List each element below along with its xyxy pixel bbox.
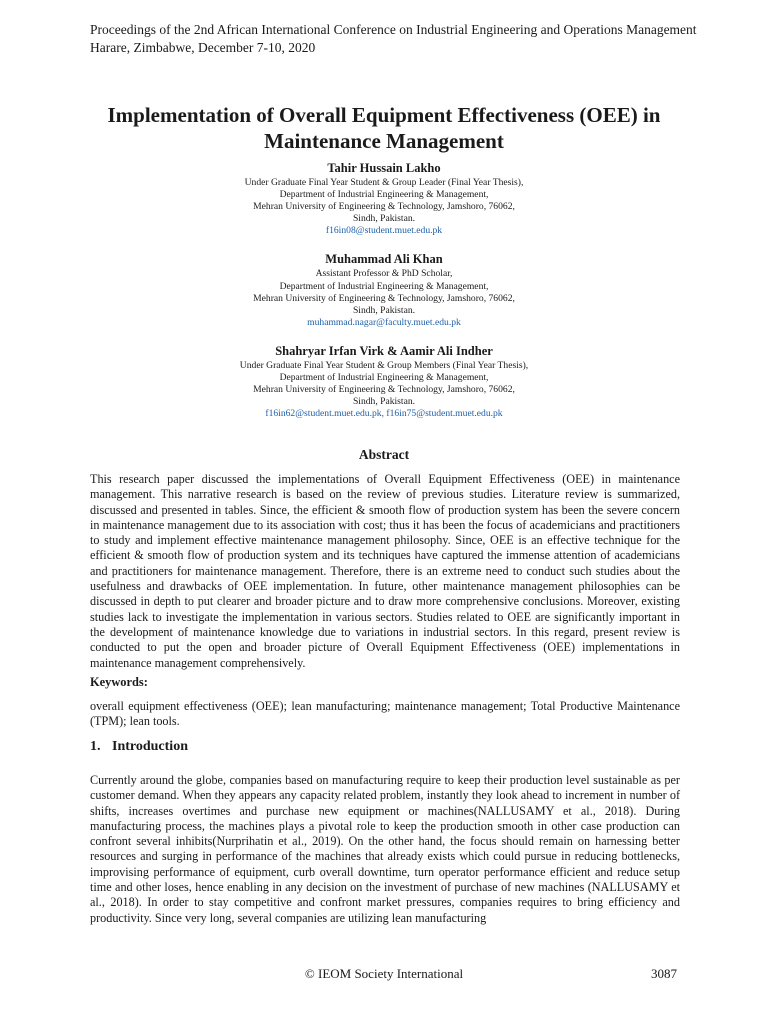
- author-email-link[interactable]: f16in08@student.muet.edu.pk: [325, 225, 443, 237]
- author-block: [0, 160, 768, 237]
- conference-header: [90, 21, 697, 57]
- affiliation-line: Assistant Professor & PhD Scholar,: [315, 268, 453, 280]
- copyright-notice: © IEOM Society International: [304, 966, 464, 981]
- affiliation-line: Department of Industrial Engineering & Management,: [279, 189, 489, 201]
- section-title: Introduction: [112, 739, 188, 754]
- introduction-heading: [90, 739, 188, 755]
- paper-title: [40, 102, 728, 154]
- keywords-text: overall equipment effectiveness (OEE); lean manufacturing; maintenance management; Total Productive Maintenance (TPM); lean tools.: [90, 699, 680, 729]
- affiliation-line: Sindh, Pakistan.: [352, 213, 416, 225]
- author-name: Tahir Hussain Lakho: [327, 161, 441, 175]
- affiliation-line: Sindh, Pakistan.: [352, 396, 416, 408]
- paper-title-line-2: Maintenance Management: [264, 129, 504, 153]
- author-list: [0, 160, 768, 434]
- introduction-text: Currently around the globe, companies based on manufacturing require to keep their production level sustainable as per customer demand. When they appears any capacity related problem, instantly they look ahead to increment in number of shifts, increases overtimes and purchase new equipment or machines(NALLUSAMY et al., 2018). During manufacturing process, the machines plays a pivotal role to keep the production smooth in other case production can confront several inhibits(Nurprihatin et al., 2019). On the other hand, the focus should remain on harnessing better resources and surging in performance of the machines that already exists which could pursue in reducing bottlenecks, improvising performance of equipment, curb overall downtime, turn operator performance efficient and reduce setup time and other loses, hence enabling in any decision on the investment of purchase of new machines (NALLUSAMY et al., 2018). In order to stay competitive and confront market pressures, companies requires to bring efficiency and productivity. Since very long, several companies are utilizing lean manufacturing: [90, 773, 680, 925]
- author-name: Muhammad Ali Khan: [325, 252, 443, 267]
- conference-name: Proceedings of the 2nd African International Conference on Industrial Engineering and Operations Management: [90, 22, 697, 37]
- paper-title-line-1: Implementation of Overall Equipment Effectiveness (OEE) in: [107, 103, 661, 127]
- section-number: 1.: [90, 739, 101, 754]
- affiliation-line: Department of Industrial Engineering & Management,: [279, 280, 489, 292]
- abstract-text: This research paper discussed the implementations of Overall Equipment Effectiveness (OEE) in maintenance management. This narrative research is based on the review of previous studies. Literature review is summarized, discussed and presented in tables. Since, the efficient & smooth flow of production system has been the severe concern in maintenance management due to its association with cost; thus it has been the focus of academicians and practitioners to study and implement effective maintenance management philosophy. Since, OEE is an effective technique for the efficient & smooth flow of production system and its techniques have captured the immense attention of academicians and practitioners for maintenance management. Therefore, there is an extreme need to conduct such studies about the usefulness and drawbacks of OEE implementation. In future, other maintenance management philosophies can be discussed in depth to put clearer and broader picture and to draw more comprehensive conclusions. Moreover, existing studies lack to investigate the implementation in various sectors. Studies related to OEE are significantly important in the development of maintenance knowledge due to variations in industrial sectors. In this regard, present review is conducted to put the open and broader picture of Overall Equipment Effectiveness (OEE) implementations in maintenance management comprehensively.: [90, 472, 680, 670]
- affiliation-line: Sindh, Pakistan.: [352, 304, 416, 316]
- author-email-link[interactable]: muhammad.nagar@faculty.muet.edu.pk: [307, 316, 461, 328]
- keywords-heading: Keywords:: [90, 675, 148, 689]
- author-email-link[interactable]: f16in62@student.muet.edu.pk, f16in75@student.muet.edu.pk: [265, 408, 503, 420]
- abstract-heading: Abstract: [358, 447, 410, 462]
- author-block: [0, 343, 768, 420]
- affiliation-line: Under Graduate Final Year Student & Group Leader (Final Year Thesis),: [244, 177, 524, 188]
- author-name: Shahryar Irfan Virk & Aamir Ali Indher: [275, 343, 493, 358]
- affiliation-line: Mehran University of Engineering & Technology, Jamshoro, 76062,: [253, 201, 515, 213]
- page-number: 3087: [651, 966, 677, 981]
- affiliation-line: Department of Industrial Engineering & Management,: [279, 372, 489, 384]
- author-block: [0, 251, 768, 328]
- conference-location-date: Harare, Zimbabwe, December 7-10, 2020: [90, 40, 316, 55]
- affiliation-line: Mehran University of Engineering & Technology, Jamshoro, 76062,: [253, 384, 515, 396]
- affiliation-line: Under Graduate Final Year Student & Group Members (Final Year Thesis),: [239, 359, 529, 371]
- affiliation-line: Mehran University of Engineering & Technology, Jamshoro, 76062,: [253, 292, 515, 304]
